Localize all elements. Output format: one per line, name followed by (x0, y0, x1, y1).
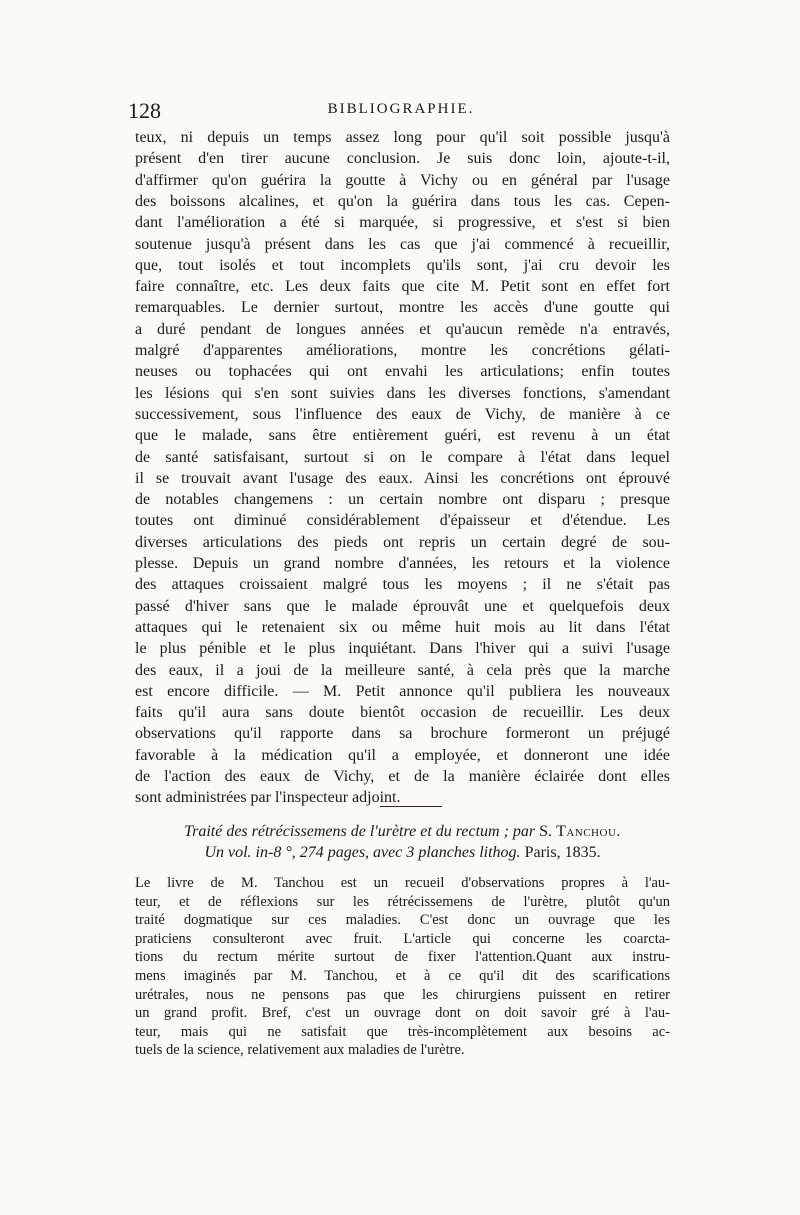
citation-line-2 (135, 843, 670, 863)
review-line: un grand profit. Bref, c'est un ouvrage dont on doit savoir gré à l'au- (135, 1005, 670, 1022)
review-line: urétrales, nous ne pensons pas que les chirurgiens puissent en retirer (135, 986, 670, 1003)
review-line: Le livre de M. Tanchou est un recueil d'observations propres à l'au- (135, 875, 670, 891)
section-divider (380, 806, 442, 807)
article-line: des eaux, il a joui de la meilleure santé, à cela près que la marche (135, 661, 670, 679)
article-line: de santé satisfaisant, surtout si on le compare à l'état dans lequel (135, 448, 670, 466)
review-line: teur, mais qui ne satisfait que très-incomplètement aux besoins ac- (135, 1023, 670, 1040)
citation-line-1 (135, 822, 670, 842)
review-line: tions du rectum mérite surtout de fixer l'attention.Quant aux instru- (135, 949, 670, 966)
article-line: toutes ont diminué considérablement d'épaisseur et d'étendue. Les (135, 512, 670, 530)
article-line: il se trouvait avant l'usage des eaux. Ainsi les concrétions ont éprouvé (135, 469, 670, 487)
review-line: mens imaginés par M. Tanchou, et à ce qu'il dit des scarifications (135, 968, 670, 984)
article-line: de l'action des eaux de Vichy, et de la manière éclairée dont elles (135, 768, 670, 785)
citation-author: Tanchou. (556, 823, 621, 840)
article-line: diverses articulations des pieds ont repris un certain degré de sou- (135, 533, 670, 551)
article-line: faire connaître, etc. Les deux faits que cite M. Petit sont en effet fort (135, 278, 670, 296)
running-head (128, 98, 674, 124)
article-line: de notables changemens : un certain nombre ont disparu ; presque (135, 491, 670, 509)
article-line: présent d'en tirer aucune conclusion. Je suis donc loin, ajoute-t-il, (135, 150, 670, 168)
review-line: teur, et de réflexions sur les rétrécissemens de l'urètre, plutôt qu'un (135, 893, 670, 910)
article-line: soutenue jusqu'à présent dans les cas que j'ai commencé à recueillir, (135, 235, 670, 253)
article-line: passé d'hiver sans que le malade éprouvât une et quelquefois deux (135, 597, 670, 615)
article-line: observations qu'il rapporte dans sa brochure formeront un préjugé (135, 725, 670, 743)
citation-title: Traité des rétrécissemens de l'urètre et du rectum ; par (184, 823, 536, 840)
article-line: des attaques croissaient malgré tous les moyens ; il ne s'était pas (135, 576, 670, 594)
citation-author-initial: S. (539, 823, 553, 840)
article-line: teux, ni depuis un temps assez long pour qu'il soit possible jusqu'à (135, 129, 670, 146)
article-line: plesse. Depuis un grand nombre d'années, les retours et la violence (135, 555, 670, 572)
article-line: les lésions qui s'en sont suivies dans les diverses fonctions, s'amendant (135, 384, 670, 402)
citation-volume: Un vol. in-8 °, 274 pages, avec 3 planches lithog. (204, 844, 521, 861)
article-line: sont administrées par l'inspecteur adjoint. (135, 789, 401, 807)
running-title: BIBLIOGRAPHIE. (327, 101, 475, 117)
review-line: praticiens consulteront avec fruit. L'article qui concerne les coarcta- (135, 930, 670, 947)
article-line: des boissons alcalines, et qu'on la guérira dans tous les cas. Cepen- (135, 192, 670, 210)
article-line: favorable à la médication qu'il a employée, et donneront une idée (135, 746, 670, 764)
article-line: attaques qui le retenaient six ou même huit mois au lit dans l'état (135, 618, 670, 636)
review-line: tuels de la science, relativement aux maladies de l'urètre. (135, 1042, 465, 1059)
article-line: successivement, sous l'influence des eaux de Vichy, de manière à ce (135, 405, 670, 423)
review-line: traité dogmatique sur ces maladies. C'est donc un ouvrage que les (135, 912, 670, 929)
citation-place-year: Paris, 1835. (524, 844, 601, 861)
article-line: est encore difficile. — M. Petit annonce qu'il publiera les nouveaux (135, 682, 670, 700)
article-line: le plus pénible et le plus inquiétant. Dans l'hiver qui a suivi l'usage (135, 640, 670, 658)
article-line: neuses ou tophacées qui ont envahi les articulations; enfin toutes (135, 363, 670, 381)
article-line: remarquables. Le dernier surtout, montre les accès d'une goutte qui (135, 299, 670, 317)
article-line: a duré pendant de longues années et qu'aucun remède n'a entravés, (135, 320, 670, 338)
article-line: faits qu'il aura sans doute bientôt occasion de recueillir. Les deux (135, 704, 670, 722)
article-line: dant l'amélioration a été si marquée, si progressive, et s'est si bien (135, 214, 670, 232)
article-line: malgré d'apparentes améliorations, montre les concrétions gélati- (135, 342, 670, 359)
page-number: 128 (128, 98, 161, 123)
article-line: que, tout isolés et tout incomplets qu'ils sont, j'ai cru devoir les (135, 256, 670, 274)
article-line: que le malade, sans être entièrement guéri, est revenu à un état (135, 427, 670, 445)
article-line: d'affirmer qu'on guérira la goutte à Vichy ou en général par l'usage (135, 171, 670, 189)
